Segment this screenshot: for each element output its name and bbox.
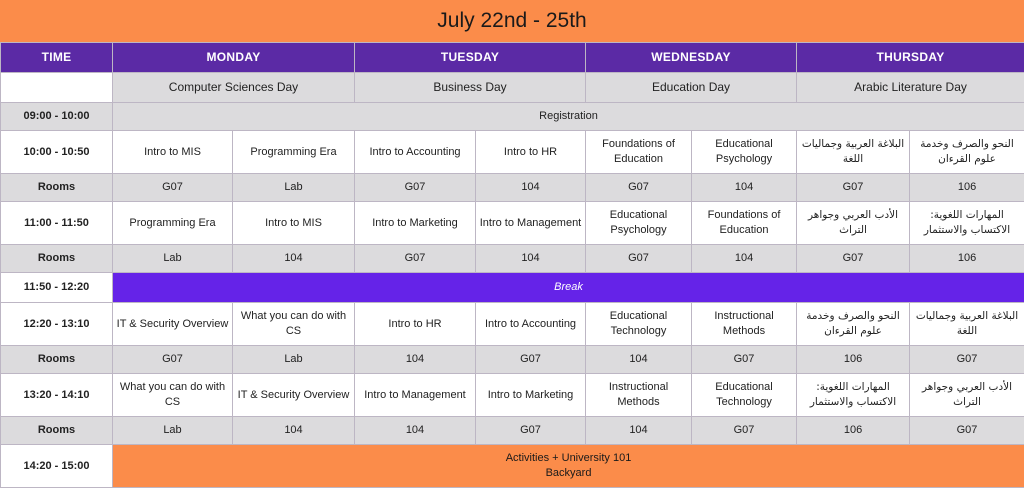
rooms-label: Rooms (1, 417, 113, 445)
room-cell: G07 (797, 245, 910, 273)
header-wednesday: WEDNESDAY (586, 43, 797, 73)
activities-label: Activities + University 101 (116, 451, 1021, 466)
time-cell: 11:50 - 12:20 (1, 273, 113, 303)
time-cell: 12:20 - 13:10 (1, 303, 113, 346)
header-tuesday: TUESDAY (355, 43, 586, 73)
room-cell: Lab (113, 245, 233, 273)
header-row (1, 43, 1024, 73)
session-cell: Intro to Accounting (355, 131, 476, 174)
theme-blank-cell (1, 73, 113, 103)
session-row (1, 131, 1024, 174)
room-cell: G07 (910, 346, 1024, 374)
room-cell: G07 (113, 174, 233, 202)
session-row (1, 303, 1024, 346)
theme-wednesday: Education Day (586, 73, 797, 103)
room-cell: 104 (476, 174, 586, 202)
session-cell: Educational Psychology (692, 131, 797, 174)
session-cell: Intro to HR (355, 303, 476, 346)
room-cell: 106 (797, 346, 910, 374)
room-cell: G07 (692, 417, 797, 445)
room-cell: G07 (910, 417, 1024, 445)
room-cell: Lab (233, 174, 355, 202)
day-theme-row (1, 73, 1024, 103)
session-cell: What you can do with CS (113, 374, 233, 417)
session-cell: Intro to Marketing (355, 202, 476, 245)
theme-monday: Computer Sciences Day (113, 73, 355, 103)
time-cell: 14:20 - 15:00 (1, 445, 113, 488)
session-cell: What you can do with CS (233, 303, 355, 346)
room-cell: 104 (355, 346, 476, 374)
session-cell: المهارات اللغوية: الاكتساب والاستثمار (797, 374, 910, 417)
room-cell: G07 (476, 346, 586, 374)
time-cell: 13:20 - 14:10 (1, 374, 113, 417)
session-cell: النحو والصرف وخدمة علوم القرءان (797, 303, 910, 346)
registration-cell: Registration (113, 103, 1024, 131)
room-cell: Lab (233, 346, 355, 374)
time-cell: 10:00 - 10:50 (1, 131, 113, 174)
session-cell: الأدب العربي وجواهر التراث (797, 202, 910, 245)
session-cell: Foundations of Education (692, 202, 797, 245)
session-cell: البلاغة العربية وجماليات اللغة (910, 303, 1024, 346)
schedule-table (0, 42, 1024, 488)
session-cell: Instructional Methods (586, 374, 692, 417)
session-cell: IT & Security Overview (113, 303, 233, 346)
rooms-label: Rooms (1, 174, 113, 202)
room-cell: G07 (113, 346, 233, 374)
session-cell: Intro to Marketing (476, 374, 586, 417)
session-cell: Intro to MIS (233, 202, 355, 245)
time-cell: 09:00 - 10:00 (1, 103, 113, 131)
rooms-row (1, 346, 1024, 374)
session-cell: النحو والصرف وخدمة علوم القرءان (910, 131, 1024, 174)
room-cell: 104 (233, 417, 355, 445)
registration-row (1, 103, 1024, 131)
room-cell: 106 (910, 174, 1024, 202)
rooms-row (1, 245, 1024, 273)
room-cell: G07 (586, 245, 692, 273)
room-cell: Lab (113, 417, 233, 445)
activities-row (1, 445, 1024, 488)
time-cell: 11:00 - 11:50 (1, 202, 113, 245)
break-row (1, 273, 1024, 303)
room-cell: 104 (476, 245, 586, 273)
header-monday: MONDAY (113, 43, 355, 73)
session-cell: Instructional Methods (692, 303, 797, 346)
room-cell: 104 (692, 174, 797, 202)
activities-location: Backyard (116, 466, 1021, 481)
session-row (1, 374, 1024, 417)
session-cell: Intro to Management (355, 374, 476, 417)
session-cell: Intro to MIS (113, 131, 233, 174)
room-cell: 104 (233, 245, 355, 273)
session-cell: Programming Era (233, 131, 355, 174)
room-cell: G07 (692, 346, 797, 374)
rooms-row (1, 417, 1024, 445)
rooms-label: Rooms (1, 245, 113, 273)
header-time: TIME (1, 43, 113, 73)
session-cell: Intro to Accounting (476, 303, 586, 346)
session-row (1, 202, 1024, 245)
session-cell: Educational Technology (692, 374, 797, 417)
rooms-row (1, 174, 1024, 202)
session-cell: البلاغة العربية وجماليات اللغة (797, 131, 910, 174)
session-cell: IT & Security Overview (233, 374, 355, 417)
header-thursday: THURSDAY (797, 43, 1024, 73)
room-cell: G07 (355, 245, 476, 273)
schedule-title: July 22nd - 25th (0, 0, 1024, 42)
room-cell: 106 (797, 417, 910, 445)
room-cell: 104 (355, 417, 476, 445)
session-cell: Educational Technology (586, 303, 692, 346)
room-cell: 104 (692, 245, 797, 273)
theme-thursday: Arabic Literature Day (797, 73, 1024, 103)
session-cell: Programming Era (113, 202, 233, 245)
room-cell: 106 (910, 245, 1024, 273)
session-cell: Foundations of Education (586, 131, 692, 174)
session-cell: Intro to HR (476, 131, 586, 174)
session-cell: Intro to Management (476, 202, 586, 245)
session-cell: المهارات اللغوية: الاكتساب والاستثمار (910, 202, 1024, 245)
theme-tuesday: Business Day (355, 73, 586, 103)
room-cell: 104 (586, 346, 692, 374)
room-cell: G07 (476, 417, 586, 445)
session-cell: الأدب العربي وجواهر التراث (910, 374, 1024, 417)
break-cell: Break (113, 273, 1024, 303)
room-cell: 104 (586, 417, 692, 445)
session-cell: Educational Psychology (586, 202, 692, 245)
room-cell: G07 (586, 174, 692, 202)
room-cell: G07 (355, 174, 476, 202)
activities-cell (113, 445, 1024, 488)
room-cell: G07 (797, 174, 910, 202)
rooms-label: Rooms (1, 346, 113, 374)
